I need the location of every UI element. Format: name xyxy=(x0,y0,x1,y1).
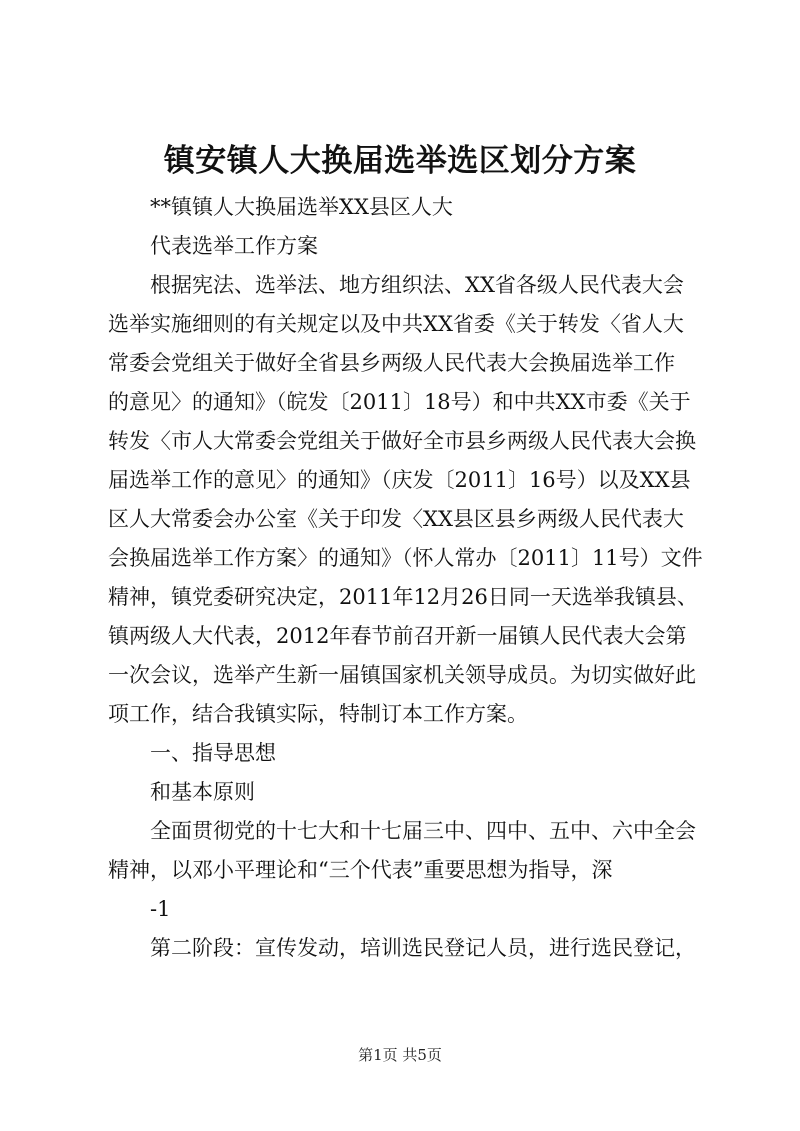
text-line: 镇两级人大代表，2012年春节前召开新一届镇人民代表大会第 xyxy=(108,624,687,648)
text-line: 代表选举工作方案 xyxy=(150,234,318,258)
text-line: 和基本原则 xyxy=(150,780,255,804)
text-line: 精神，以邓小平理论和“三个代表”重要思想为指导，深 xyxy=(108,858,613,882)
text-line: 转发〈市人大常委会党组关于做好全市县乡两级人民代表大会换 xyxy=(108,429,696,453)
text-line: 的意见〉的通知》（皖发〔2011〕18号）和中共XX市委《关于 xyxy=(108,390,691,414)
text-line: 全面贯彻党的十七大和十七届三中、四中、五中、六中全会 xyxy=(150,819,696,843)
text-line: 一次会议，选举产生新一届镇国家机关领导成员。为切实做好此 xyxy=(108,663,696,687)
text-line: 届选举工作的意见〉的通知》（庆发〔2011〕16号）以及XX县 xyxy=(108,468,691,492)
text-line: 会换届选举工作方案〉的通知》（怀人常办〔2011〕11号）文件 xyxy=(108,546,703,570)
document-title: 镇安镇人大换届选举选区划分方案 xyxy=(163,143,637,179)
text-line: **镇镇人大换届选举XX县区人大 xyxy=(150,195,453,219)
text-line: 区人大常委会办公室《关于印发〈XX县区县乡两级人民代表大 xyxy=(108,507,684,531)
page-number-footer: 第1页 共5页 xyxy=(358,1046,442,1064)
text-line: 精神，镇党委研究决定，2011年12月26日同一天选举我镇县、 xyxy=(108,585,698,609)
text-line: 一、指导思想 xyxy=(150,741,276,765)
text-line: 根据宪法、选举法、地方组织法、XX省各级人民代表大会 xyxy=(150,273,684,297)
document-body xyxy=(108,188,708,968)
text-line: -1 xyxy=(150,897,171,921)
text-line: 第二阶段：宣传发动，培训选民登记人员，进行选民登记， xyxy=(150,936,696,960)
text-line: 项工作，结合我镇实际，特制订本工作方案。 xyxy=(108,702,528,726)
text-line: 常委会党组关于做好全省县乡两级人民代表大会换届选举工作 xyxy=(108,351,675,375)
text-line: 选举实施细则的有关规定以及中共XX省委《关于转发〈省人大 xyxy=(108,312,684,336)
